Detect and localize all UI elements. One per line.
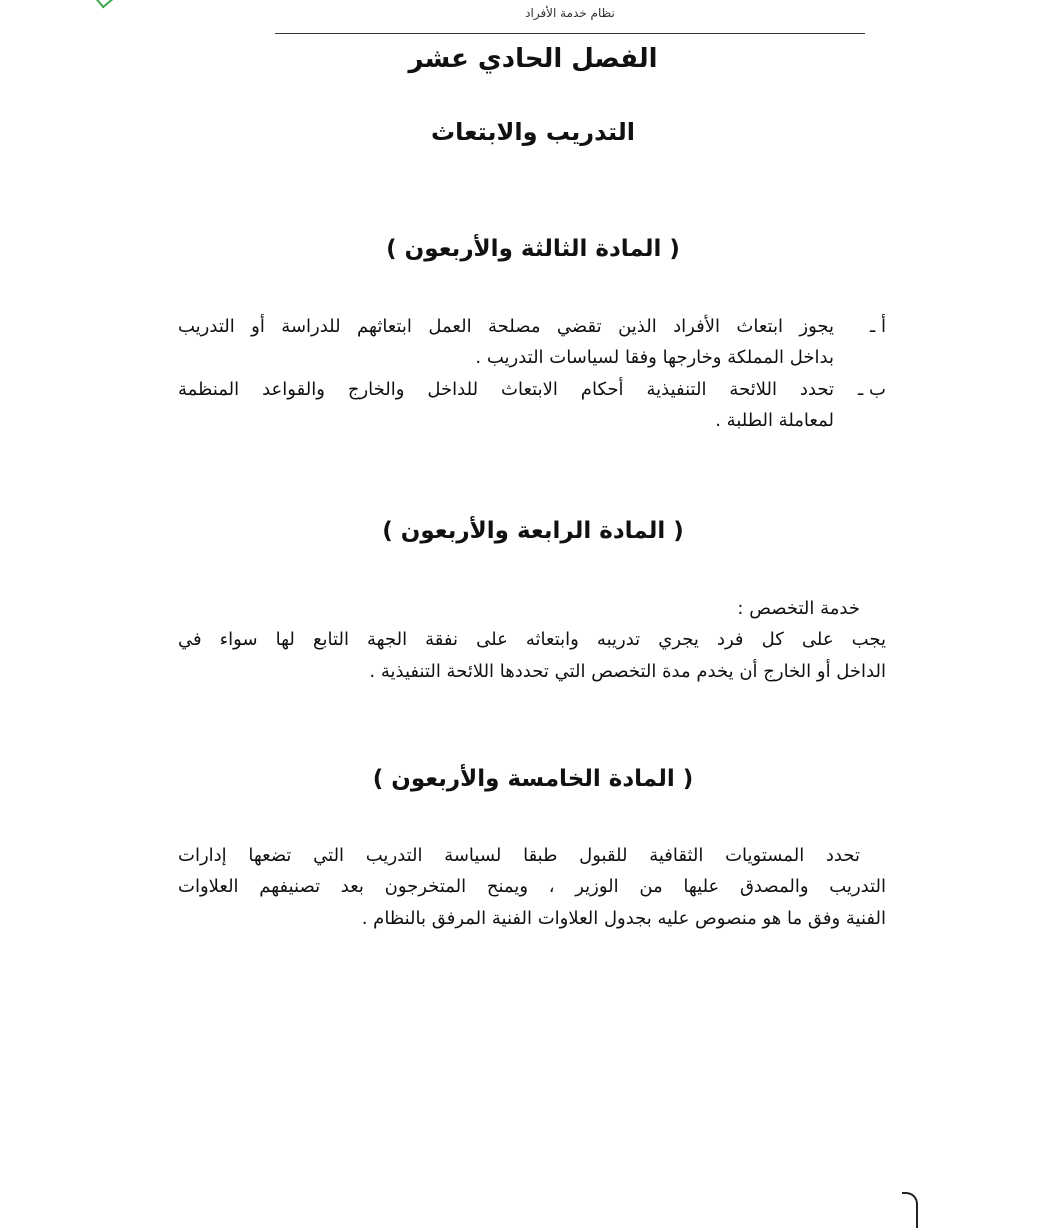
- running-header-title: نظام خدمة الأفراد: [525, 6, 615, 20]
- article-45-line-1: تحدد المستويات الثقافية للقبول طبقا لسياسة التدريب التي تضعها إدارات: [178, 845, 860, 866]
- article-44-label: خدمة التخصص :: [737, 598, 860, 619]
- article-43-item-b-marker: ب ـ: [858, 379, 886, 400]
- article-45-line-2: التدريب والمصدق عليها من الوزير ، ويمنح المتخرجون بعد تصنيفهم العلاوات: [178, 876, 886, 897]
- article-44-line-1: يجب على كل فرد يجري تدريبه وابتعاثه على نفقة الجهة التابع لها سواء في: [178, 629, 886, 650]
- article-44-line-2: الداخل أو الخارج أن يخدم مدة التخصص التي تحددها اللائحة التنفيذية .: [369, 661, 886, 682]
- article-43-item-a-line-1: يجوز ابتعاث الأفراد الذين تقضي مصلحة العمل ابتعاثهم للدراسة أو التدريب: [178, 316, 834, 337]
- article-43-item-b-line-1: تحدد اللائحة التنفيذية أحكام الابتعاث للداخل والخارج والقواعد المنظمة: [178, 379, 834, 400]
- article-44-heading: ( المادة الرابعة والأربعون ): [382, 518, 684, 544]
- article-45-heading: ( المادة الخامسة والأربعون ): [372, 766, 694, 792]
- chapter-subtitle: التدريب والابتعاث: [431, 118, 635, 146]
- article-43-item-a-marker: أ ـ: [870, 316, 886, 337]
- article-43-item-a-line-2: بداخل المملكة وخارجها وفقا لسياسات التدريب .: [475, 347, 834, 368]
- article-43-heading: ( المادة الثالثة والأربعون ): [386, 236, 680, 262]
- running-header: [275, 0, 865, 34]
- chapter-title: الفصل الحادي عشر: [408, 44, 658, 74]
- check-mark-icon: [96, 0, 115, 8]
- article-43-item-b-line-2: لمعاملة الطلبة .: [715, 410, 834, 431]
- article-45-line-3: الفنية وفق ما هو منصوص عليه بجدول العلاوات الفنية المرفق بالنظام .: [361, 908, 886, 929]
